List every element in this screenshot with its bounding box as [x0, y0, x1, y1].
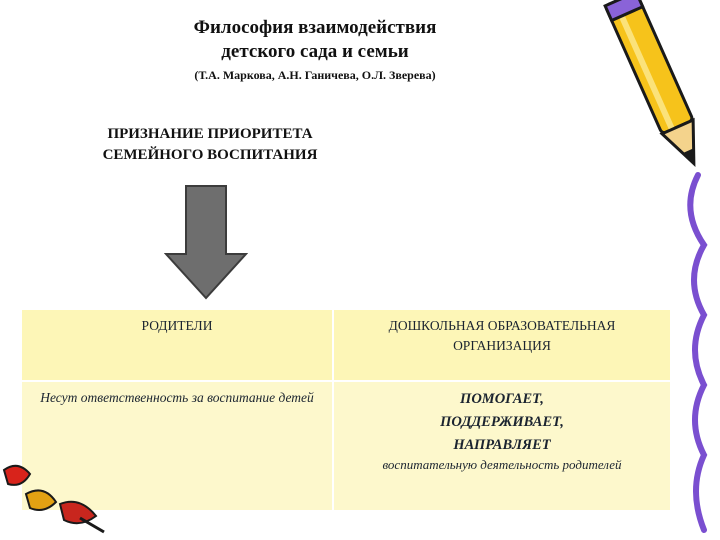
- role-object: воспитательную деятельность родителей: [382, 457, 622, 472]
- title-line-1: Философия взаимодействия: [193, 17, 437, 38]
- table-row: [21, 381, 671, 511]
- principle-heading: [60, 124, 360, 166]
- roles-table: [20, 308, 672, 512]
- title-authors: (Т.А. Маркова, А.Н. Ганичева, О.Л. Зверева): [194, 68, 436, 82]
- pencil-icon: [600, 0, 720, 540]
- verb-supports: ПОДДЕРЖИВАЕТ,: [440, 414, 564, 430]
- verb-helps: ПОМОГАЕТ,: [460, 391, 544, 407]
- down-arrow-icon: [164, 184, 248, 300]
- principle-line-2: СЕМЕЙНОГО ВОСПИТАНИЯ: [102, 147, 318, 163]
- header-parents: РОДИТЕЛИ: [21, 309, 333, 381]
- clipart-decoration-icon: [0, 460, 110, 540]
- principle-line-1: ПРИЗНАНИЕ ПРИОРИТЕТА: [107, 126, 313, 142]
- verb-directs: НАПРАВЛЯЕТ: [453, 437, 551, 453]
- title-line-2: детского сада и семьи: [221, 41, 409, 62]
- parents-responsibility: Несут ответственность за воспитание детей: [21, 381, 333, 511]
- slide-title: [150, 16, 480, 84]
- header-preschool: ДОШКОЛЬНАЯ ОБРАЗОВАТЕЛЬНАЯ ОРГАНИЗАЦИЯ: [333, 309, 671, 381]
- table-header-row: [21, 309, 671, 381]
